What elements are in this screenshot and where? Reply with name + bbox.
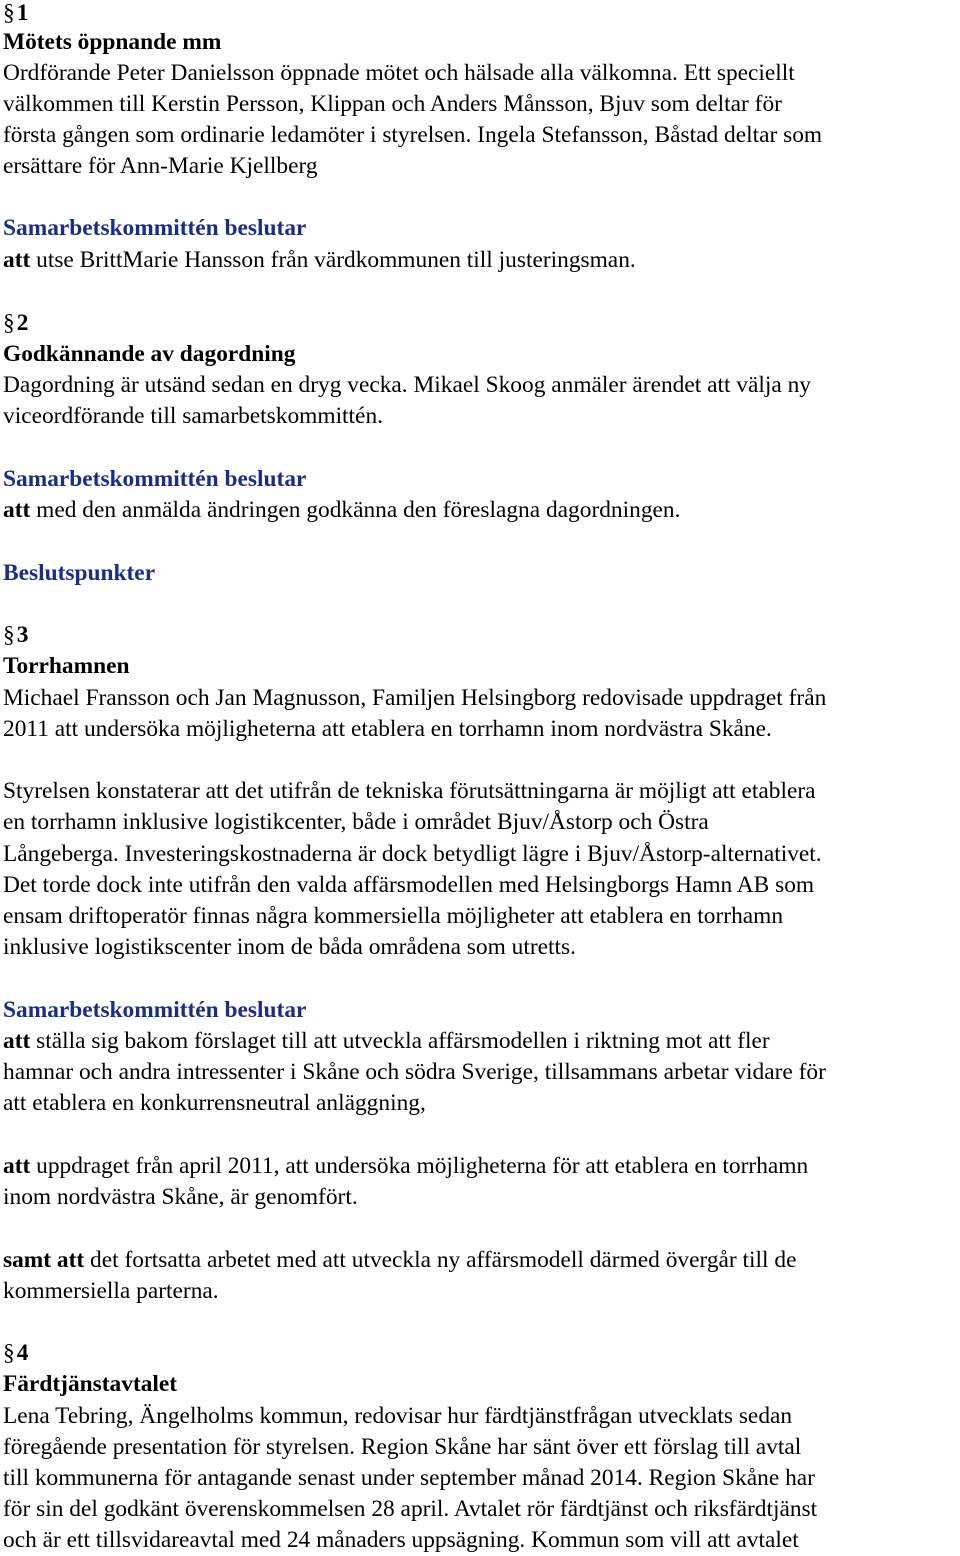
samt-att-keyword: samt att [3, 1247, 85, 1273]
section-3-number [3, 620, 28, 651]
decision-text: uppdraget från april 2011, att undersöka möjligheterna för att etablera en torrhamn [30, 1153, 809, 1179]
section-4-line: Lena Tebring, Ängelholms kommun, redovisar hur färdtjänstfrågan utvecklats sedan [3, 1403, 793, 1429]
section-3-para2-line: en torrhamn inklusive logistikcenter, både i området Bjuv/Åstorp och Östra [3, 809, 709, 835]
section-2-decision [3, 495, 680, 526]
section-3-para2-line: Styrelsen konstaterar att det utifrån de tekniska förutsättningarna är möjligt att etablera [3, 778, 816, 804]
section-4-line: föregående presentation för styrelsen. Region Skåne har sänt över ett förslag till avtal [3, 1434, 802, 1460]
section-symbol: § [3, 310, 15, 336]
section-3-para2-line: Långeberga. Investeringskostnaderna är dock betydligt lägre i Bjuv/Åstorp-alternativet. [3, 841, 822, 867]
section-symbol: § [3, 622, 15, 648]
section-2-line: viceordförande till samarbetskommittén. [3, 403, 383, 429]
section-3-att3-line: kommersiella parterna. [3, 1278, 219, 1304]
section-2-line: Dagordning är utsänd sedan en dryg vecka. Mikael Skoog anmäler ärendet att välja ny [3, 372, 812, 398]
section-3-para2-line: Det torde dock inte utifrån den valda affärsmodellen med Helsingborgs Hamn AB som [3, 872, 815, 898]
section-4-title: Färdtjänstavtalet [3, 1371, 178, 1397]
section-number: 4 [16, 1340, 29, 1366]
att-keyword: att [3, 1028, 31, 1054]
att-keyword: att [3, 247, 31, 273]
section-3-para2-line: ensam driftoperatör finnas några kommersiella möjligheter att etablera en torrhamn [3, 903, 784, 929]
decision-text: det fortsatta arbetet med att utveckla ny affärsmodell därmed övergår till de [84, 1247, 797, 1273]
section-2-decision-heading: Samarbetskommittén beslutar [3, 466, 307, 492]
section-4-line: till kommunerna för antagande senast under september månad 2014. Region Skåne har [3, 1465, 815, 1491]
section-3-att1-line: hamnar och andra intressenter i Skåne och södra Sverige, tillsammans arbetar vidare för [3, 1059, 826, 1085]
section-3-line: 2011 att undersöka möjligheterna att etablera en torrhamn inom nordvästra Skåne. [3, 716, 772, 742]
section-1-number [3, 0, 28, 29]
section-1-decision [3, 245, 636, 276]
section-3-title: Torrhamnen [3, 653, 130, 679]
section-4-line: för sin del godkänt överenskommelsen 28 april. Avtalet rör färdtjänst och riksfärdtjänst [3, 1496, 818, 1522]
section-3-att2-line: inom nordvästra Skåne, är genomfört. [3, 1184, 358, 1210]
att-keyword: att [3, 1153, 31, 1179]
decision-text: utse BrittMarie Hansson från värdkommunen till justeringsman. [30, 247, 636, 273]
section-number: 3 [16, 622, 29, 648]
section-3-att1-line [3, 1026, 770, 1057]
section-2-number [3, 308, 28, 339]
section-3-para2-line: inklusive logistikscenter inom de båda områdena som utretts. [3, 934, 576, 960]
section-number: 1 [16, 0, 29, 26]
section-1-title: Mötets öppnande mm [3, 29, 222, 55]
beslutspunkter-heading: Beslutspunkter [3, 560, 156, 586]
decision-text: ställa sig bakom förslaget till att utveckla affärsmodellen i riktning mot att fler [30, 1028, 770, 1054]
section-1-decision-heading: Samarbetskommittén beslutar [3, 215, 307, 241]
section-4-line: och är ett tillsvidareavtal med 24 månaders uppsägning. Kommun som vill att avtalet [3, 1527, 799, 1553]
section-3-att1-line: att etablera en konkurrensneutral anläggning, [3, 1090, 426, 1116]
section-symbol: § [3, 1340, 15, 1366]
section-number: 2 [16, 310, 29, 336]
section-4-number [3, 1338, 28, 1369]
section-1-line: Ordförande Peter Danielsson öppnade mötet och hälsade alla välkomna. Ett speciellt [3, 60, 795, 86]
section-3-decision-heading: Samarbetskommittén beslutar [3, 997, 307, 1023]
section-1-line: välkommen till Kerstin Persson, Klippan och Anders Månsson, Bjuv som deltar för [3, 91, 782, 117]
decision-text: med den anmälda ändringen godkänna den föreslagna dagordningen. [30, 497, 681, 523]
section-3-att3-line [3, 1245, 796, 1276]
section-1-line: ersättare för Ann-Marie Kjellberg [3, 153, 318, 179]
section-2-title: Godkännande av dagordning [3, 341, 296, 367]
section-1-line: första gången som ordinarie ledamöter i styrelsen. Ingela Stefansson, Båstad deltar som [3, 122, 823, 148]
att-keyword: att [3, 497, 31, 523]
section-3-line: Michael Fransson och Jan Magnusson, Familjen Helsingborg redovisade uppdraget från [3, 685, 827, 711]
section-3-att2-line [3, 1151, 808, 1182]
section-symbol: § [3, 0, 15, 26]
